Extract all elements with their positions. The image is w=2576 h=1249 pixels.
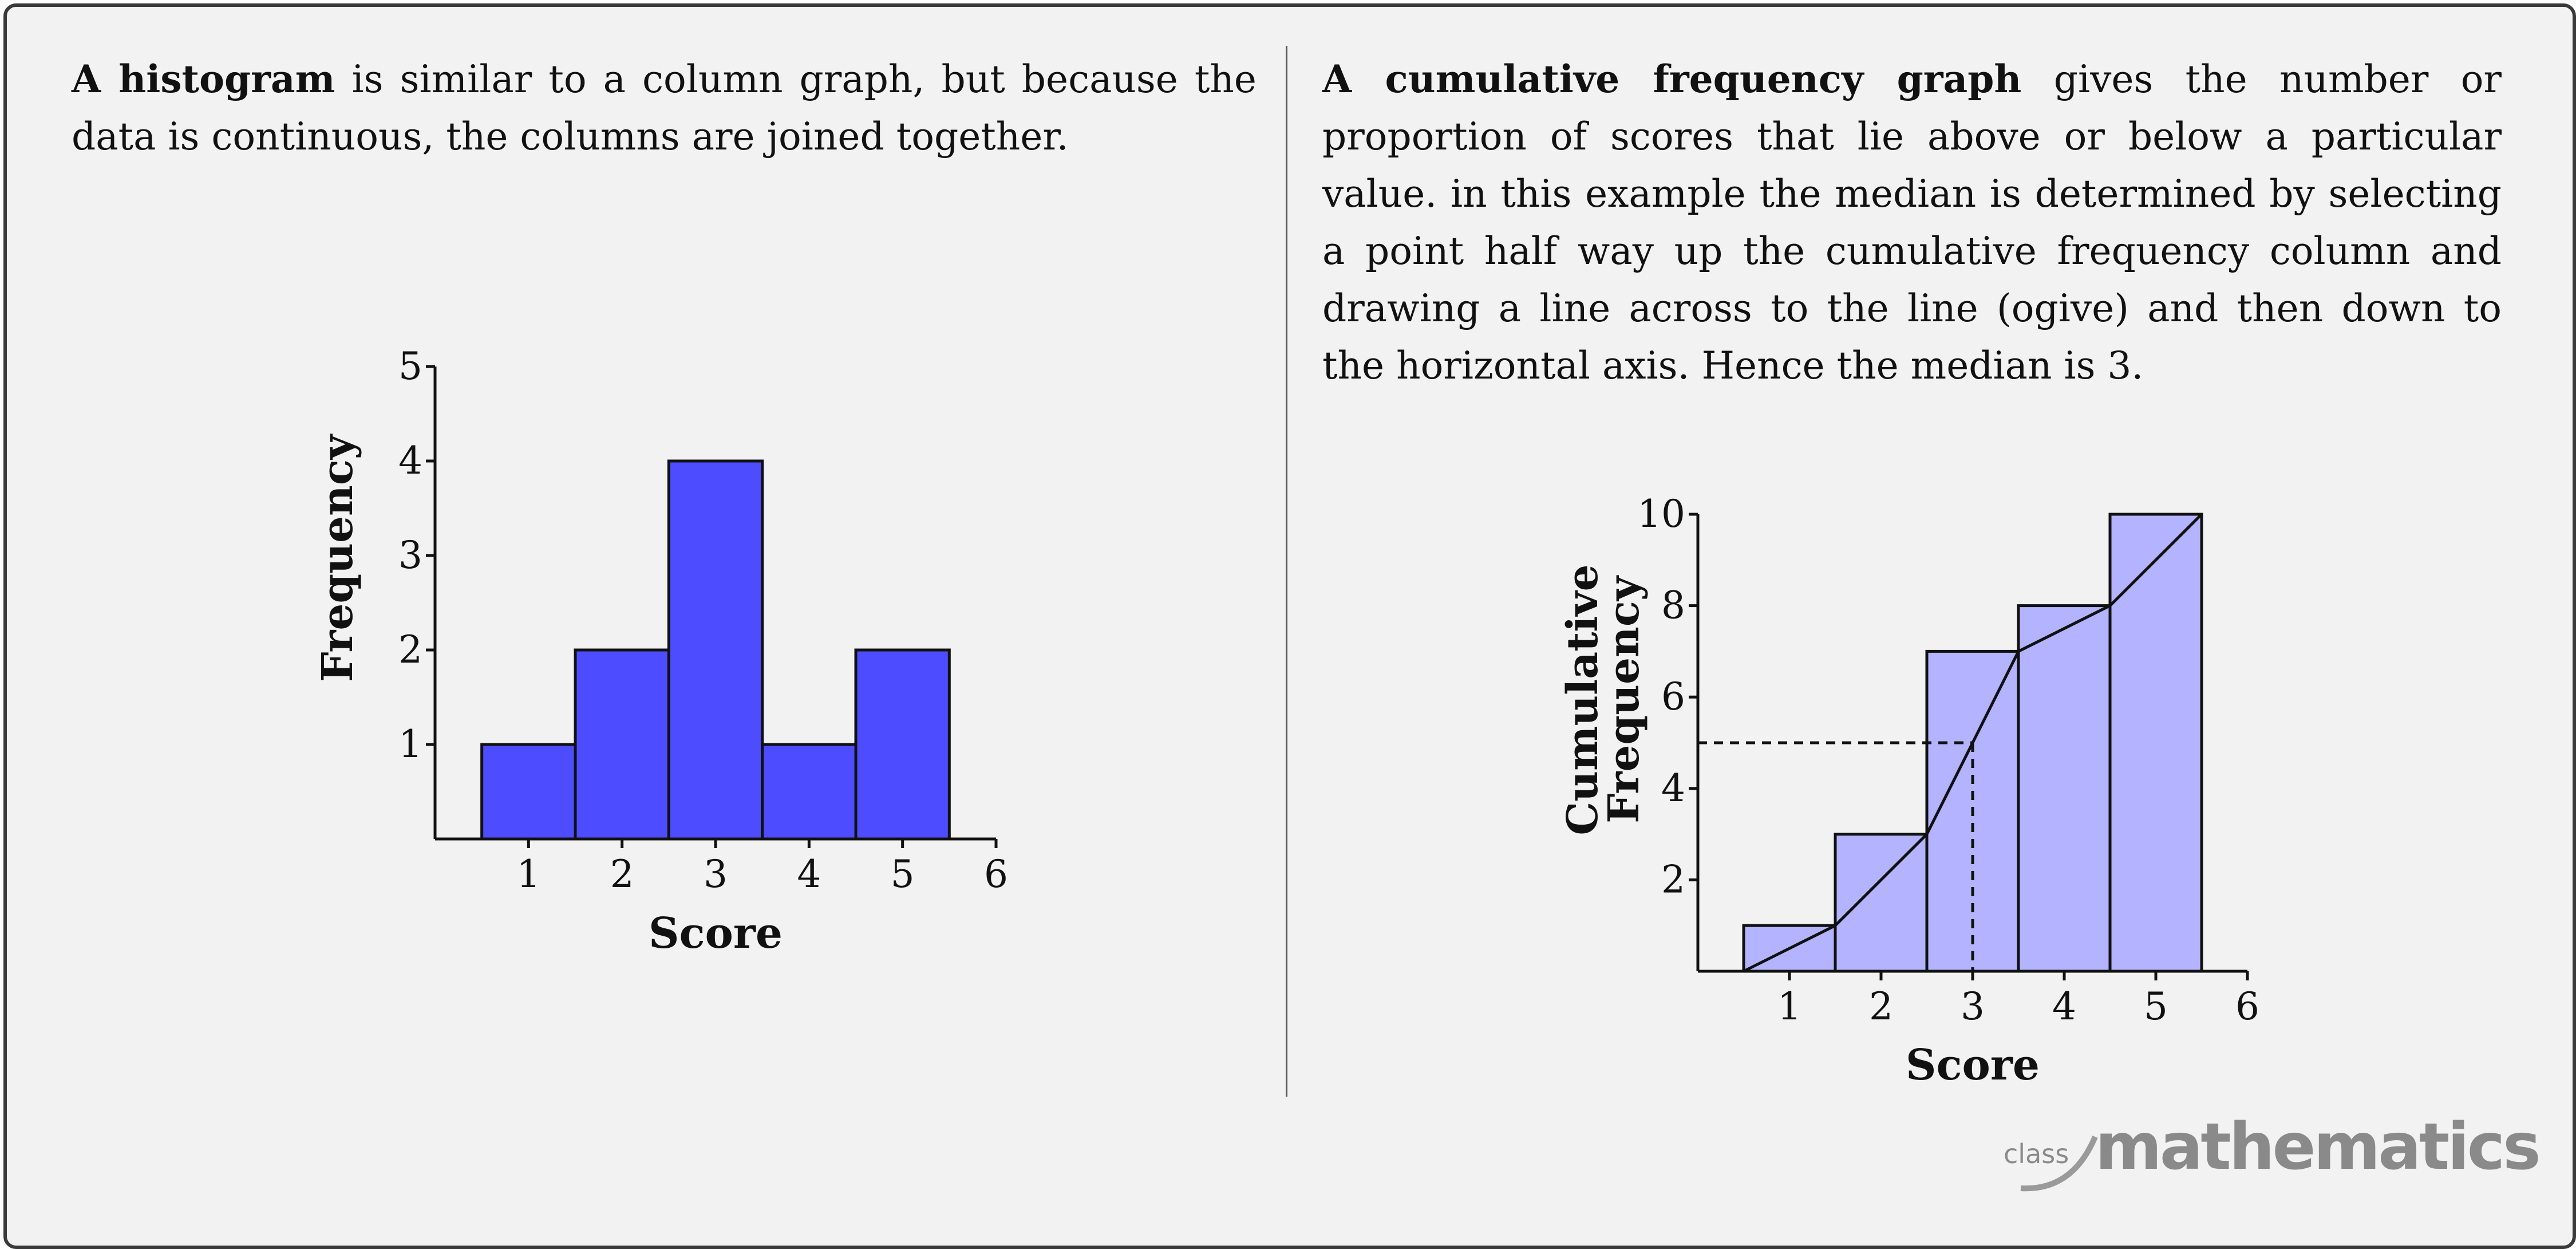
cum-x-tick-label: 2 <box>1869 984 1893 1029</box>
hist-bar-2 <box>575 650 669 839</box>
cum-x-tick-label: 3 <box>1961 984 1985 1029</box>
cum-x-tick-label: 6 <box>2235 984 2259 1029</box>
hist-bar-3 <box>669 461 762 839</box>
cum-x-tick-label: 5 <box>2144 984 2168 1029</box>
cum-x-tick-label: 4 <box>2052 984 2076 1029</box>
hist-x-axis-label: Score <box>649 909 783 958</box>
hist-bar-1 <box>482 744 575 839</box>
hist-y-tick-label: 2 <box>398 628 422 672</box>
hist-y-tick-label: 1 <box>398 722 422 766</box>
hist-bar-4 <box>762 744 856 839</box>
class-mathematics-logo <box>2004 1110 2539 1203</box>
hist-x-tick-label: 4 <box>797 852 821 896</box>
hist-bar-5 <box>856 650 949 839</box>
cum-y-axis-label-line1: Cumulative <box>1558 564 1607 836</box>
cum-bar-2 <box>1835 834 1927 971</box>
cum-y-axis-label-line2: Frequency <box>1599 576 1649 824</box>
cum-y-tick-label: 4 <box>1661 766 1685 810</box>
cum-x-axis-label: Score <box>1906 1041 2040 1090</box>
cum-y-tick-label: 6 <box>1661 675 1685 719</box>
cum-x-tick-label: 1 <box>1777 984 1801 1029</box>
hist-x-tick-label: 2 <box>610 852 634 896</box>
logo-name: mathematics <box>2095 1110 2539 1184</box>
hist-x-tick-label: 1 <box>516 852 541 896</box>
hist-y-tick-label: 4 <box>398 439 422 483</box>
logo-prefix: class <box>2004 1138 2069 1169</box>
cum-y-tick-label: 8 <box>1661 583 1685 628</box>
cumulative-term: A cumulative frequency graph <box>1322 57 2022 101</box>
hist-y-tick-label: 5 <box>398 344 422 388</box>
histogram-term: A histogram <box>72 57 335 101</box>
histogram-description-rest: is similar to a column graph, but because the data is continuous, the columns are joined together. <box>72 57 1257 159</box>
cum-y-tick-label: 10 <box>1637 492 1685 536</box>
hist-x-tick-label: 5 <box>890 852 915 896</box>
cum-bar-4 <box>2018 606 2110 971</box>
cumulative-description-rest: gives the number or proportion of scores that lie above or below a particular value. in this example the median is determined by selecting a point half way up the cumulative frequency column and drawing a line across to the line (ogive) and then down to the horizontal axis. Hence the median is 3. <box>1322 57 2502 388</box>
cum-y-tick-label: 2 <box>1661 857 1685 902</box>
hist-x-tick-label: 6 <box>984 852 1008 896</box>
hist-y-axis-label: Frequency <box>313 435 362 682</box>
cum-bar-5 <box>2110 514 2202 971</box>
hist-y-tick-label: 3 <box>398 533 422 577</box>
hist-x-tick-label: 3 <box>704 852 728 896</box>
